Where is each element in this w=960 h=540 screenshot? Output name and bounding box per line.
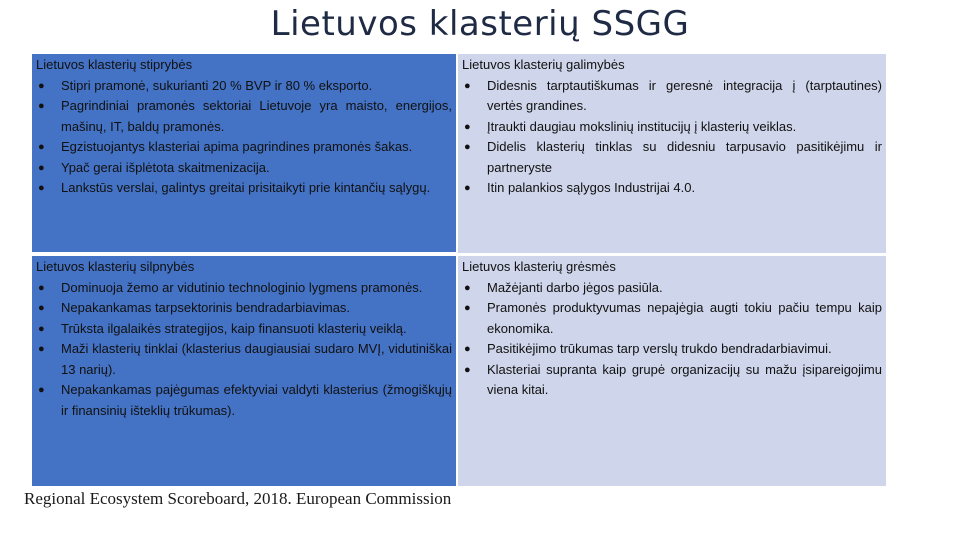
threats-heading: Lietuvos klasterių grėsmės [462,259,616,274]
bullet-icon: ● [38,302,45,314]
weaknesses-item-text: Trūksta ilgalaikės strategijos, kaip finansuoti klasterių veiklą. [61,320,407,336]
weaknesses-item-text: Nepakankamas pajėgumas efektyviai valdyti klasterius (žmogiškųjų ir finansinių išteklių trūkumas). [61,382,452,418]
weaknesses-item-text: Dominuoja žemo ar vidutinio technologinio lygmens pramonės. [61,279,423,295]
threats-cell [458,256,886,486]
strengths-item-text: Lankstūs verslai, galintys greitai prisitaikyti prie kintančių sąlygų. [61,180,431,195]
threats-list [462,278,882,401]
strengths-item-text: Stipri pramonė, sukurianti 20 % BVP ir 80 % eksporto. [61,77,373,93]
strengths-item [36,158,452,179]
threats-item-text: Mažėjanti darbo jėgos pasiūla. [487,279,663,295]
weaknesses-heading: Lietuvos klasterių silpnybės [36,259,195,274]
opportunities-item-text: Įtraukti daugiau mokslinių institucijų į klasterių veiklas. [487,118,797,134]
strengths-item [36,76,452,97]
swot-table [32,54,886,486]
strengths-heading: Lietuvos klasterių stiprybės [36,57,193,72]
strengths-item-text: Egzistuojantys klasteriai apima pagrindines pramonės šakas. [61,139,413,154]
opportunities-item [462,178,882,199]
opportunities-item [462,117,882,138]
weaknesses-list [36,278,452,422]
opportunities-item-text: Didesnis tarptautiškumas ir geresnė integracija į (tarptautines) vertės grandines. [487,77,882,113]
bullet-icon: ● [464,79,471,92]
bullet-icon: ● [38,79,45,92]
weaknesses-item-text: Maži klasterių tinklai (klasterius daugiausiai sudaro MVĮ, vidutiniškai 13 narių). [61,341,452,377]
threats-item-text: Klasteriai supranta kaip grupė organizacijų su mažu įsipareigojimu viena kitai. [487,361,882,397]
bullet-icon: ● [38,141,45,153]
bullet-icon: ● [464,281,471,294]
bullet-icon: ● [38,281,45,294]
source-citation: Regional Ecosystem Scoreboard, 2018. European Commission [24,489,452,508]
bullet-icon: ● [38,322,45,335]
bullet-icon: ● [464,120,471,133]
bullet-icon: ● [464,141,471,153]
weaknesses-item-text: Nepakankamas tarpsektorinis bendradarbiavimas. [61,300,351,315]
opportunities-list [462,76,882,199]
slide-title: Lietuvos klasterių SSGG [270,4,690,44]
opportunities-item-text: Didelis klasterių tinklas su didesniu tarpusavio pasitikėjimu ir partneryste [487,139,882,175]
threats-item-text: Pasitikėjimo trūkumas tarp verslų trukdo bendradarbiavimui. [487,341,832,356]
bullet-icon: ● [38,161,45,174]
strengths-item [36,137,452,158]
bullet-icon: ● [464,302,471,314]
bullet-icon: ● [464,343,471,355]
opportunities-item [462,76,882,117]
bullet-icon: ● [38,384,45,396]
weaknesses-cell [32,256,458,486]
threats-item [462,339,882,360]
opportunities-item [462,137,882,178]
strengths-item [36,178,452,199]
weaknesses-item [36,339,452,380]
strengths-item-text: Pagrindiniai pramonės sektoriai Lietuvoje yra maisto, energijos, mašinų, IT, baldų pramonės. [61,98,452,134]
threats-item-text: Pramonės produktyvumas nepajėgia augti tokiu pačiu tempu kaip ekonomika. [487,300,882,336]
bullet-icon: ● [464,182,471,194]
bullet-icon: ● [38,182,45,194]
threats-item [462,278,882,299]
bullet-icon: ● [38,100,45,112]
weaknesses-item [36,380,452,421]
weaknesses-item [36,298,452,319]
bullet-icon: ● [38,343,45,355]
weaknesses-item [36,319,452,340]
opportunities-cell [458,54,886,256]
strengths-item-text: Ypač gerai išplėtota skaitmenizacija. [61,159,270,175]
bullet-icon: ● [464,363,471,376]
strengths-item [36,96,452,137]
weaknesses-item [36,278,452,299]
strengths-list [36,76,452,199]
threats-item [462,298,882,339]
threats-item [462,360,882,401]
opportunities-heading: Lietuvos klasterių galimybės [462,57,625,72]
strengths-cell [32,54,458,256]
opportunities-item-text: Itin palankios sąlygos Industrijai 4.0. [487,180,696,195]
